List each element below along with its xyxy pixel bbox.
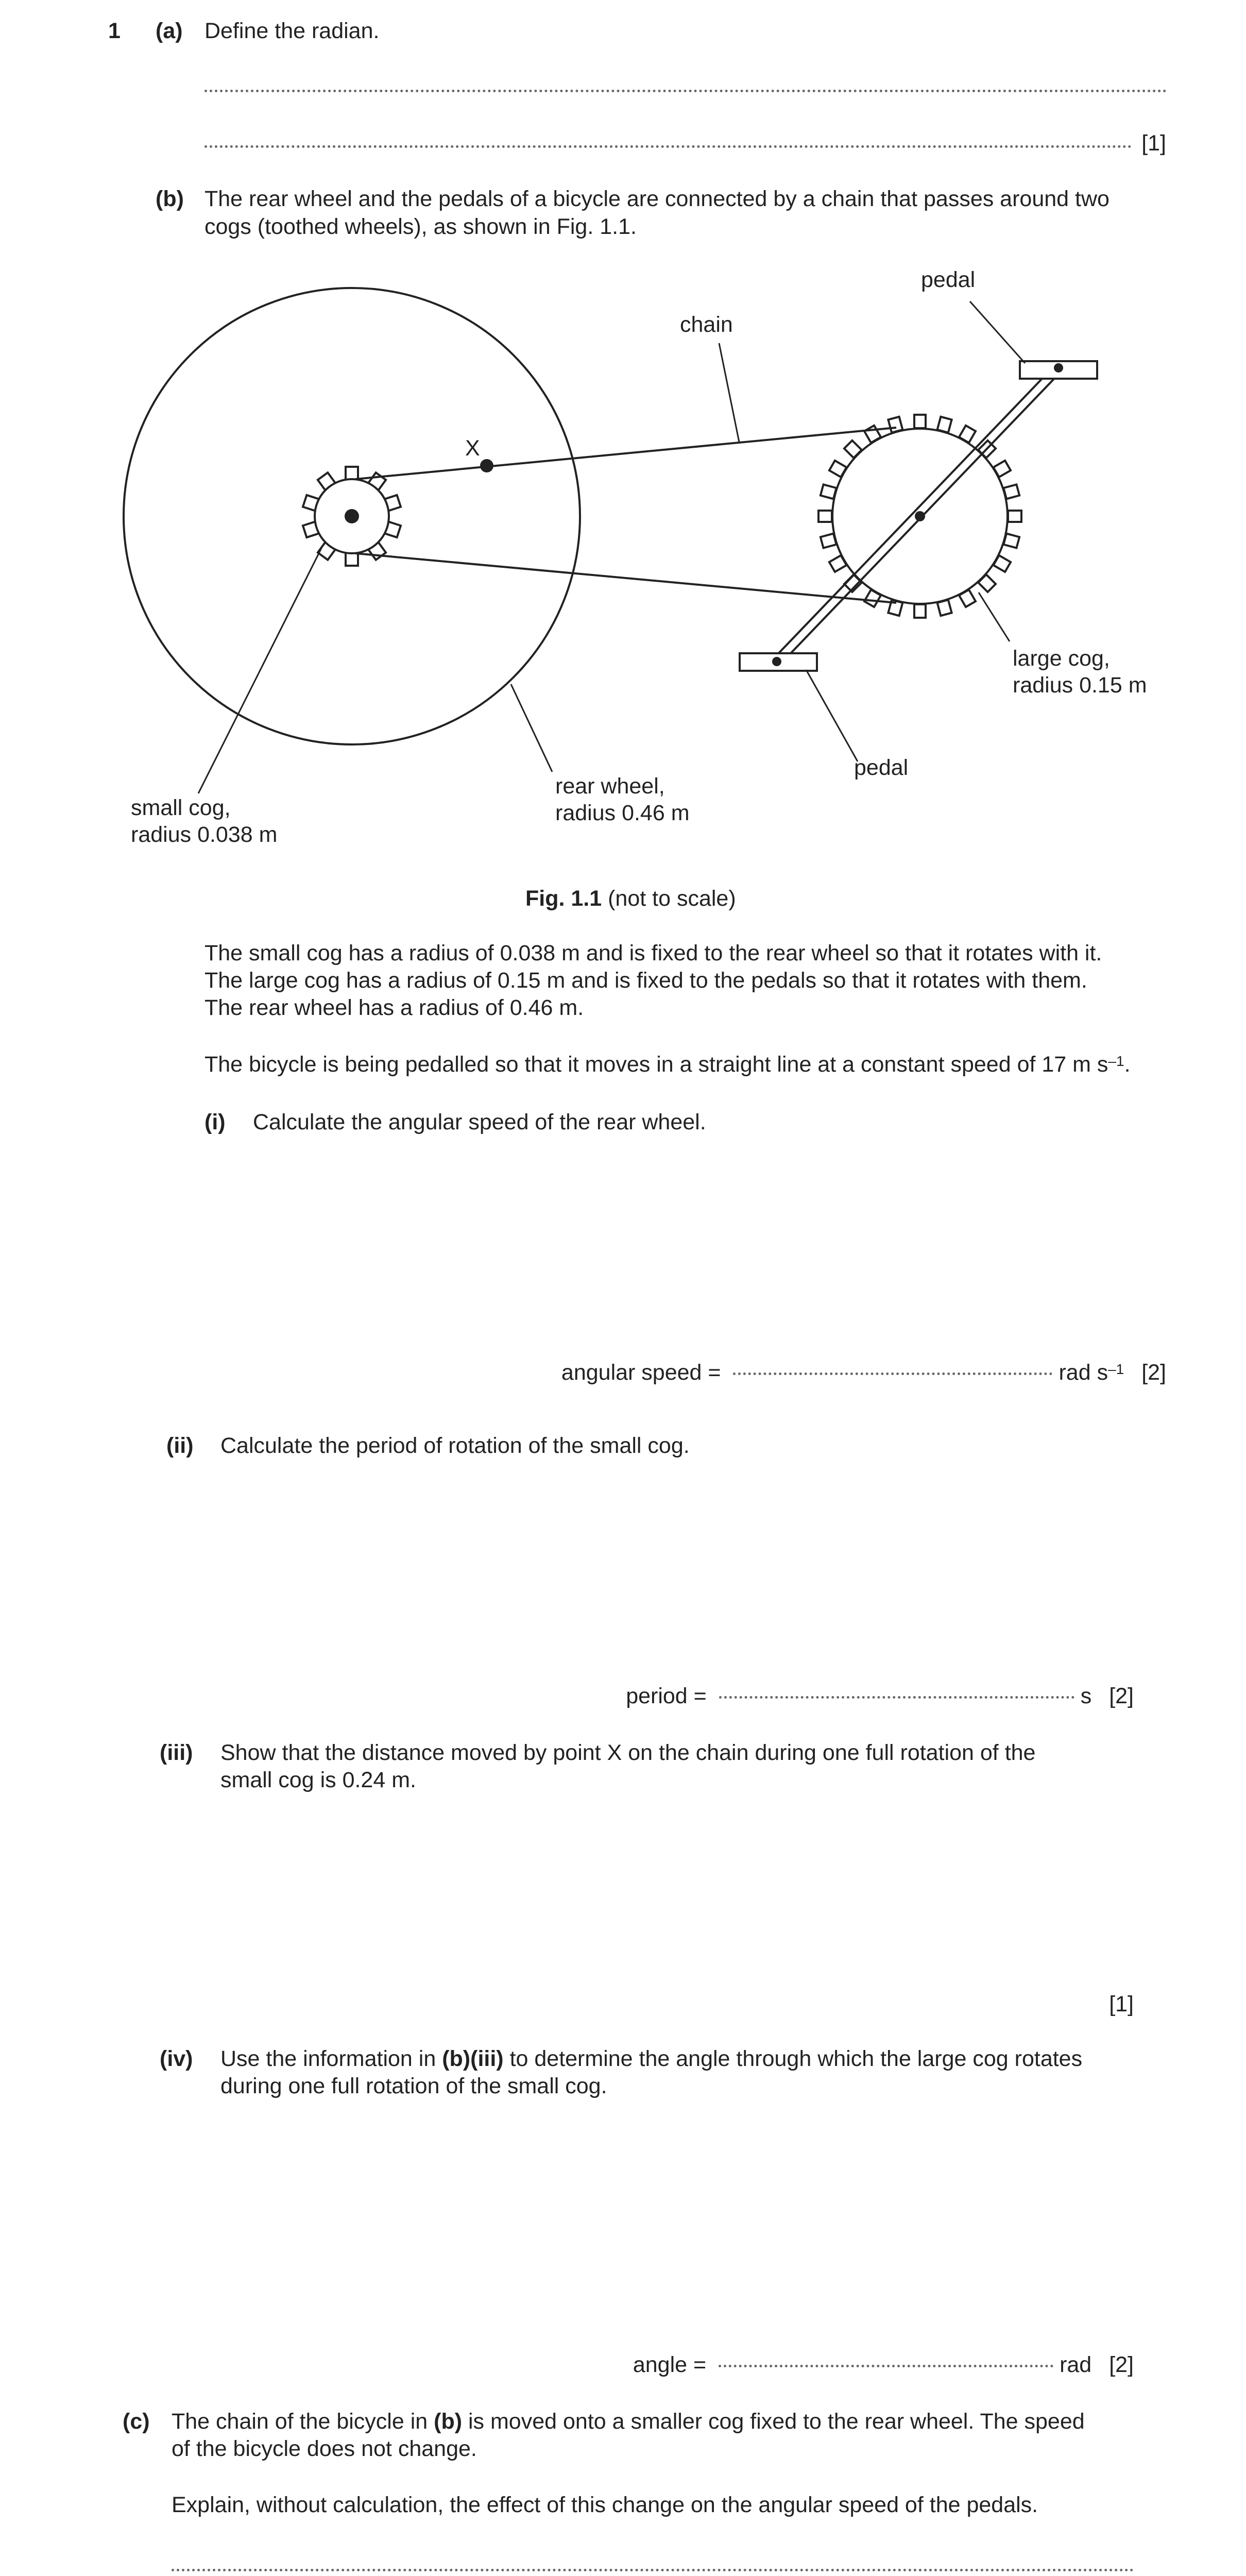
part-biii-text-line1: Show that the distance moved by point X on the chain during one full rotation of the <box>220 1740 1036 1765</box>
line1-ref: (b) <box>434 2409 463 2434</box>
part-bi-answer[interactable] <box>561 1359 1166 1386</box>
part-biii-label: (iii) <box>160 1740 193 1765</box>
part-c-instruction: Explain, without calculation, the effect of this change on the angular speed of the pedals. <box>172 2493 1038 2517</box>
answer-prefix: angular speed = <box>561 1360 721 1385</box>
para2-end: . <box>1124 1052 1131 1077</box>
part-bii-mark: [2] <box>1109 1684 1134 1708</box>
line1-post: is moved onto a smaller cog fixed to the rear wheel. The speed <box>468 2409 1085 2434</box>
part-bi-mark: [2] <box>1141 1360 1166 1385</box>
part-bii-text: Calculate the period of rotation of the small cog. <box>220 1433 690 1458</box>
caption-rest: (not to scale) <box>608 886 736 911</box>
part-a-label: (a) <box>156 19 183 43</box>
chain-bottom <box>355 553 896 603</box>
label-pedal-top: pedal <box>921 267 976 292</box>
line1-pre: The chain of the bicycle in <box>172 2409 428 2434</box>
part-biii-text-line2: small cog is 0.24 m. <box>220 1768 416 1792</box>
figure-bicycle-drive <box>0 0 1246 876</box>
figure-caption <box>525 885 736 912</box>
answer-unit: s <box>1080 1684 1092 1708</box>
caption-bold: Fig. 1.1 <box>525 886 602 911</box>
answer-prefix: period = <box>626 1684 707 1708</box>
label-small-cog-2: radius 0.038 m <box>131 822 278 847</box>
question-number: 1 <box>108 19 121 43</box>
answer-unit-sup: –1 <box>1108 1361 1124 1377</box>
answer-line-c1[interactable] <box>172 2569 1134 2571</box>
part-biv-mark: [2] <box>1109 2352 1134 2377</box>
part-b-intro-line2: cogs (toothed wheels), as shown in Fig. 1.1. <box>204 214 637 239</box>
part-biii-mark: [1] <box>1109 1992 1134 2016</box>
label-small-cog-1: small cog, <box>131 795 231 820</box>
label-large-cog-1: large cog, <box>1013 646 1110 671</box>
part-c-label: (c) <box>123 2409 150 2434</box>
point-x-dot <box>480 459 493 472</box>
label-chain: chain <box>680 312 733 337</box>
part-c-line2: of the bicycle does not change. <box>172 2436 477 2461</box>
label-point-x: X <box>465 436 480 461</box>
part-bi-label: (i) <box>204 1110 226 1134</box>
answer-unit: rad <box>1060 2352 1092 2377</box>
answer-unit: rad s <box>1059 1360 1108 1385</box>
label-large-cog-2: radius 0.15 m <box>1013 673 1147 698</box>
part-b-intro-line1: The rear wheel and the pedals of a bicycle are connected by a chain that passes around two <box>204 187 1110 211</box>
label-rear-wheel-2: radius 0.46 m <box>555 801 690 825</box>
para1-line2: The large cog has a radius of 0.15 m and is fixed to the pedals so that it rotates with them. <box>204 968 1087 993</box>
part-bi-text: Calculate the angular speed of the rear wheel. <box>253 1110 706 1134</box>
para2-text: The bicycle is being pedalled so that it moves in a straight line at a constant speed of 17 m s <box>204 1052 1108 1077</box>
text-post: to determine the angle through which the large cog rotates <box>509 2046 1083 2071</box>
part-a-mark: [1] <box>1141 131 1166 156</box>
text-ref: (b)(iii) <box>442 2046 504 2071</box>
para1-line3: The rear wheel has a radius of 0.46 m. <box>204 995 584 1020</box>
part-b-label: (b) <box>156 187 184 211</box>
chain-top <box>355 428 896 479</box>
part-bii-answer[interactable] <box>626 1683 1134 1709</box>
part-c-line1 <box>172 2408 1085 2435</box>
large-cog-axle <box>915 511 925 521</box>
para2-sup: –1 <box>1108 1053 1124 1069</box>
part-biv-answer[interactable] <box>633 2351 1134 2378</box>
small-cog-axle <box>345 509 359 523</box>
para1-line1: The small cog has a radius of 0.038 m and is fixed to the rear wheel so that it rotates with it. <box>204 941 1102 965</box>
part-biv-label: (iv) <box>160 2046 193 2071</box>
text-pre: Use the information in <box>220 2046 436 2071</box>
para2 <box>204 1051 1131 1078</box>
label-pedal-bottom: pedal <box>854 755 909 780</box>
part-biv-text-line2: during one full rotation of the small cog. <box>220 2074 607 2098</box>
part-bii-label: (ii) <box>166 1433 194 1458</box>
answer-prefix: angle = <box>633 2352 707 2377</box>
part-biv-text-line1 <box>220 2045 1082 2072</box>
part-a-text: Define the radian. <box>204 19 380 43</box>
label-rear-wheel-1: rear wheel, <box>555 774 665 799</box>
